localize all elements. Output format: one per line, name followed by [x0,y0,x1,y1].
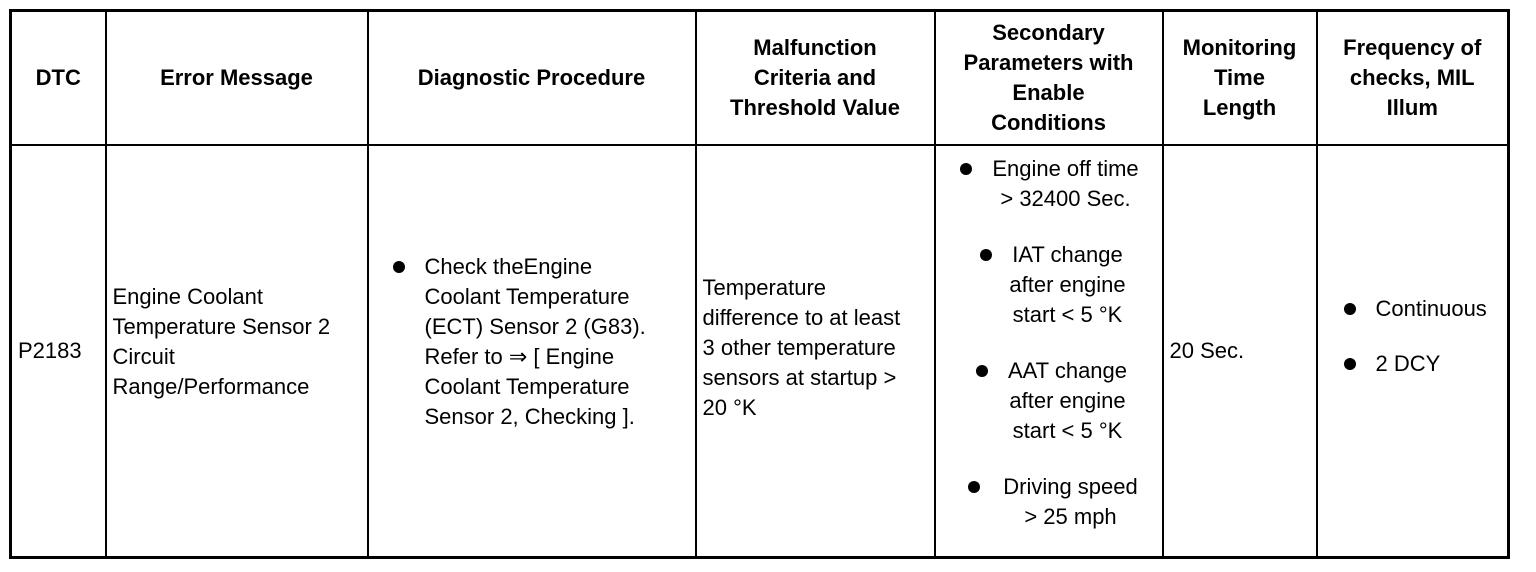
secondary-item: Engine off time > 32400 Sec. [936,154,1162,214]
bullet-icon [968,481,980,493]
malfunction-line: sensors at startup > [702,365,897,390]
malfunction-line: 20 °K [702,395,757,420]
cell-dtc [11,145,106,558]
secondary-item: Driving speed > 25 mph [936,472,1162,532]
cell-monitoring-time [1163,145,1317,558]
header-frequency: Frequency of checks, MIL Illum [1317,11,1509,146]
malfunction-line: difference to at least [702,305,901,330]
header-secondary-parameters: Secondary Parameters with Enable Conditions [935,11,1163,146]
frequency-item: Continuous [1318,294,1508,324]
cell-secondary-parameters [935,145,1163,558]
dtc-table-frame [9,9,1507,559]
bullet-icon [960,163,972,175]
bullet-icon [1344,358,1356,370]
cell-diagnostic-procedure [368,145,696,558]
error-line: Circuit [112,344,175,369]
header-malfunction-criteria: Malfunction Criteria and Threshold Value [696,11,935,146]
malfunction-line: 3 other temperature [702,335,896,360]
secondary-item: AAT change after engine start < 5 °K [936,356,1162,446]
bullet-icon [393,261,405,273]
header-diagnostic-procedure: Diagnostic Procedure [368,11,696,146]
bullet-icon [976,365,988,377]
error-line: Temperature Sensor 2 [112,314,331,339]
monitoring-time: 20 Sec. [1169,338,1245,363]
dtc-code: P2183 [18,338,82,363]
error-line: Engine Coolant [112,284,263,309]
malfunction-line: Temperature [702,275,827,300]
header-row [11,11,1509,146]
cell-malfunction-criteria [696,145,935,558]
bullet-icon [980,249,992,261]
table-row [11,145,1509,558]
bullet-icon [1344,303,1356,315]
header-dtc: DTC [11,11,106,146]
procedure-item: Check theEngine Coolant Temperature (ECT) Sensor 2 (G83). Refer to ⇒ [ Engine Coolant Temperature Sensor 2, Checking ]. [369,252,695,432]
error-line: Range/Performance [112,374,310,399]
cell-error-message [106,145,368,558]
dtc-table [9,9,1510,559]
frequency-item: 2 DCY [1318,349,1508,379]
header-error-message: Error Message [106,11,368,146]
cell-frequency [1317,145,1509,558]
secondary-item: IAT change after engine start < 5 °K [936,240,1162,330]
header-monitoring-time: Monitoring Time Length [1163,11,1317,146]
